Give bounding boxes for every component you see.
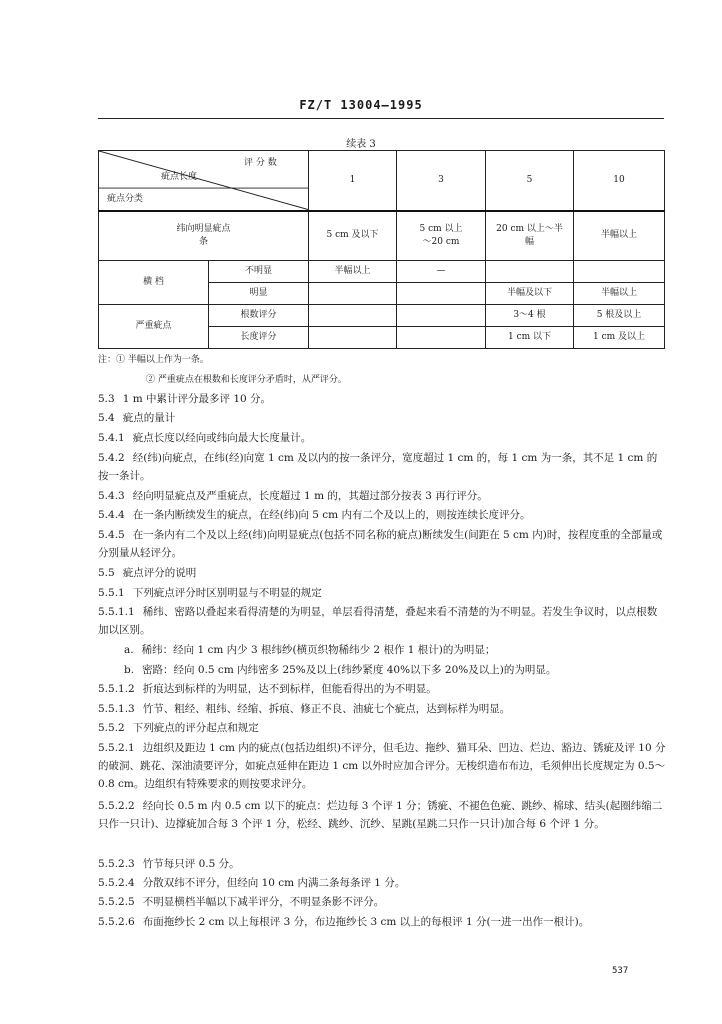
table-cell: — [397,261,486,283]
list-item: b. 密路：经向 0.5 cm 内纬密多 25%及以上(纬纱紧度 40%以下多 20%及以上)的为明显。 [124,664,557,676]
paragraph: 5.5.2.4 分散双纬不评分，但经向 10 cm 内满二条每条评 1 分。 [98,877,406,889]
col-header-5: 5 [486,151,574,211]
table-cell [309,327,397,349]
paragraph: 5.5.1.1 稀纬、密路以叠起来看得清楚的为明显，单层看得清楚，叠起来看不清楚的为不明显。若发生争议时，以点根数加以区别。 [98,606,658,636]
table-cell [309,283,397,305]
table-cell [397,283,486,305]
row-sublabel: 不明显 [209,261,309,283]
paragraph: 5.5.2.6 布面拖纱长 2 cm 以上每根评 3 分，布边拖纱长 3 cm 以上的每根评 1 分(一进一出作一根计)。 [98,916,590,928]
header-length-label: 疵点长度 [161,172,198,182]
header-rule [98,118,664,119]
paragraph: 5.5.2.3 竹节每只评 0.5 分。 [98,858,240,870]
col-header-10: 10 [574,151,665,211]
row-sublabel: 长度评分 [209,327,309,349]
paragraph: 5.4.1 疵点长度以经向或纬向最大长度量计。 [98,432,312,444]
paragraph: 5.4.4 在一条内断续发生的疵点，在经(纬)向 5 cm 内有二个及以上的，则按连续长度评分。 [98,509,531,521]
standard-code: FZ/T 13004—1995 [299,98,423,112]
paragraph: 5.5.2.2 经向长 0.5 m 内 0.5 cm 以下的疵点：烂边每 3 个评 1 分；锈疵、不褪色色疵、跳纱、棉球、结头(起圈纬缩二只作一只计)、边撑疵加合每 3 个评 1 分，松经、跳纱、沉纱、星跳(星跳二只作一只计)加合每 6 个评 1 分。 [98,800,663,830]
table-cell: 半幅以上 [574,211,665,261]
paragraph: 5.3 1 m 中累计评分最多评 10 分。 [98,393,272,405]
table-cell: 1 cm 及以上 [574,327,665,349]
table-note-1: 注：① 半幅以上作为一条。 [98,355,209,365]
section-heading: 5.4 疵点的量计 [98,412,176,424]
row-label-weft-defect: 纬向明显疵点 条 [99,211,309,261]
table-cell [397,305,486,327]
col-header-1: 1 [309,151,397,211]
table-cell [397,327,486,349]
paragraph: 5.5.2.5 不明显横档半幅以下减半评分，不明显条影不评分。 [98,896,385,908]
table-cell: 半幅及以下 [486,283,574,305]
paragraph: 5.4.3 经向明显疵点及严重疵点，长度超过 1 m 的，其超过部分按表 3 再行评分。 [98,490,488,502]
row-group-bar: 横 档 [99,261,209,305]
table-cell: 5 cm 以上 ～20 cm [397,211,486,261]
table-cell [574,261,665,283]
section-heading: 5.5.2 下列疵点的评分起点和规定 [98,722,259,734]
table-cell: 半幅以上 [574,283,665,305]
paragraph: 5.5.2.1 边组织及距边 1 cm 内的疵点(包括边组织)不评分，但毛边、拖纱、猫耳朵、凹边、烂边、豁边、锈疵及评 10 分的破洞、跳花、深油渍要评分，如疵点延伸在距边 1 cm 以外时应加合评分。无梭织造布布边，毛须伸出长度规定为 0.5～0.8 cm。边组织有特殊要求的则按要求评分。 [98,742,666,790]
page-number: 537 [612,966,629,976]
row-sublabel: 明显 [209,283,309,305]
table-note-2: ② 严重疵点在根数和长度评分矛盾时，从严评分。 [146,375,347,385]
list-item: a. 稀纬：经向 1 cm 内少 3 根纬纱(横页织物稀纬少 2 根作 1 根计)的为明显； [124,644,496,656]
table-cell: 半幅以上 [309,261,397,283]
table-cell: 3～4 根 [486,305,574,327]
paragraph: 5.4.5 在一条内有二个及以上经(纬)向明显疵点(包括不同名称的疵点)断续发生(间距在 5 cm 内)时，按程度重的全部量或分别量从轻评分。 [98,529,663,559]
header-score-label: 评 分 数 [244,158,277,168]
table-cell: 5 根及以上 [574,305,665,327]
paragraph: 5.4.2 经(纬)向疵点，在纬(经)向宽 1 cm 及以内的按一条评分，宽度超过 1 cm 的，每 1 cm 为一条，其不足 1 cm 的按一条计。 [98,452,658,482]
table-cell: 1 cm 以下 [486,327,574,349]
table-cell: 20 cm 以上～半 幅 [486,211,574,261]
table-cell: 5 cm 及以下 [309,211,397,261]
row-group-severe: 严重疵点 [99,305,209,349]
section-heading: 5.5 疵点评分的说明 [98,567,197,579]
table-diagonal-header [99,151,309,211]
header-category-label: 疵点分类 [107,194,144,204]
table-cell [309,305,397,327]
table-caption: 续表 3 [346,139,376,150]
paragraph: 5.5.1.2 折痕达到标样的为明显，达不到标样，但能看得出的为不明显。 [98,683,437,695]
row-sublabel: 根数评分 [209,305,309,327]
paragraph: 5.5.1.3 竹节、粗经、粗纬、经缩、拆痕、修正不良、油疵七个疵点，达到标样为明显。 [98,703,511,715]
col-header-3: 3 [397,151,486,211]
defect-scoring-table [98,150,665,349]
section-heading: 5.5.1 下列疵点评分时区别明显与不明显的规定 [98,587,322,599]
table-cell [486,261,574,283]
